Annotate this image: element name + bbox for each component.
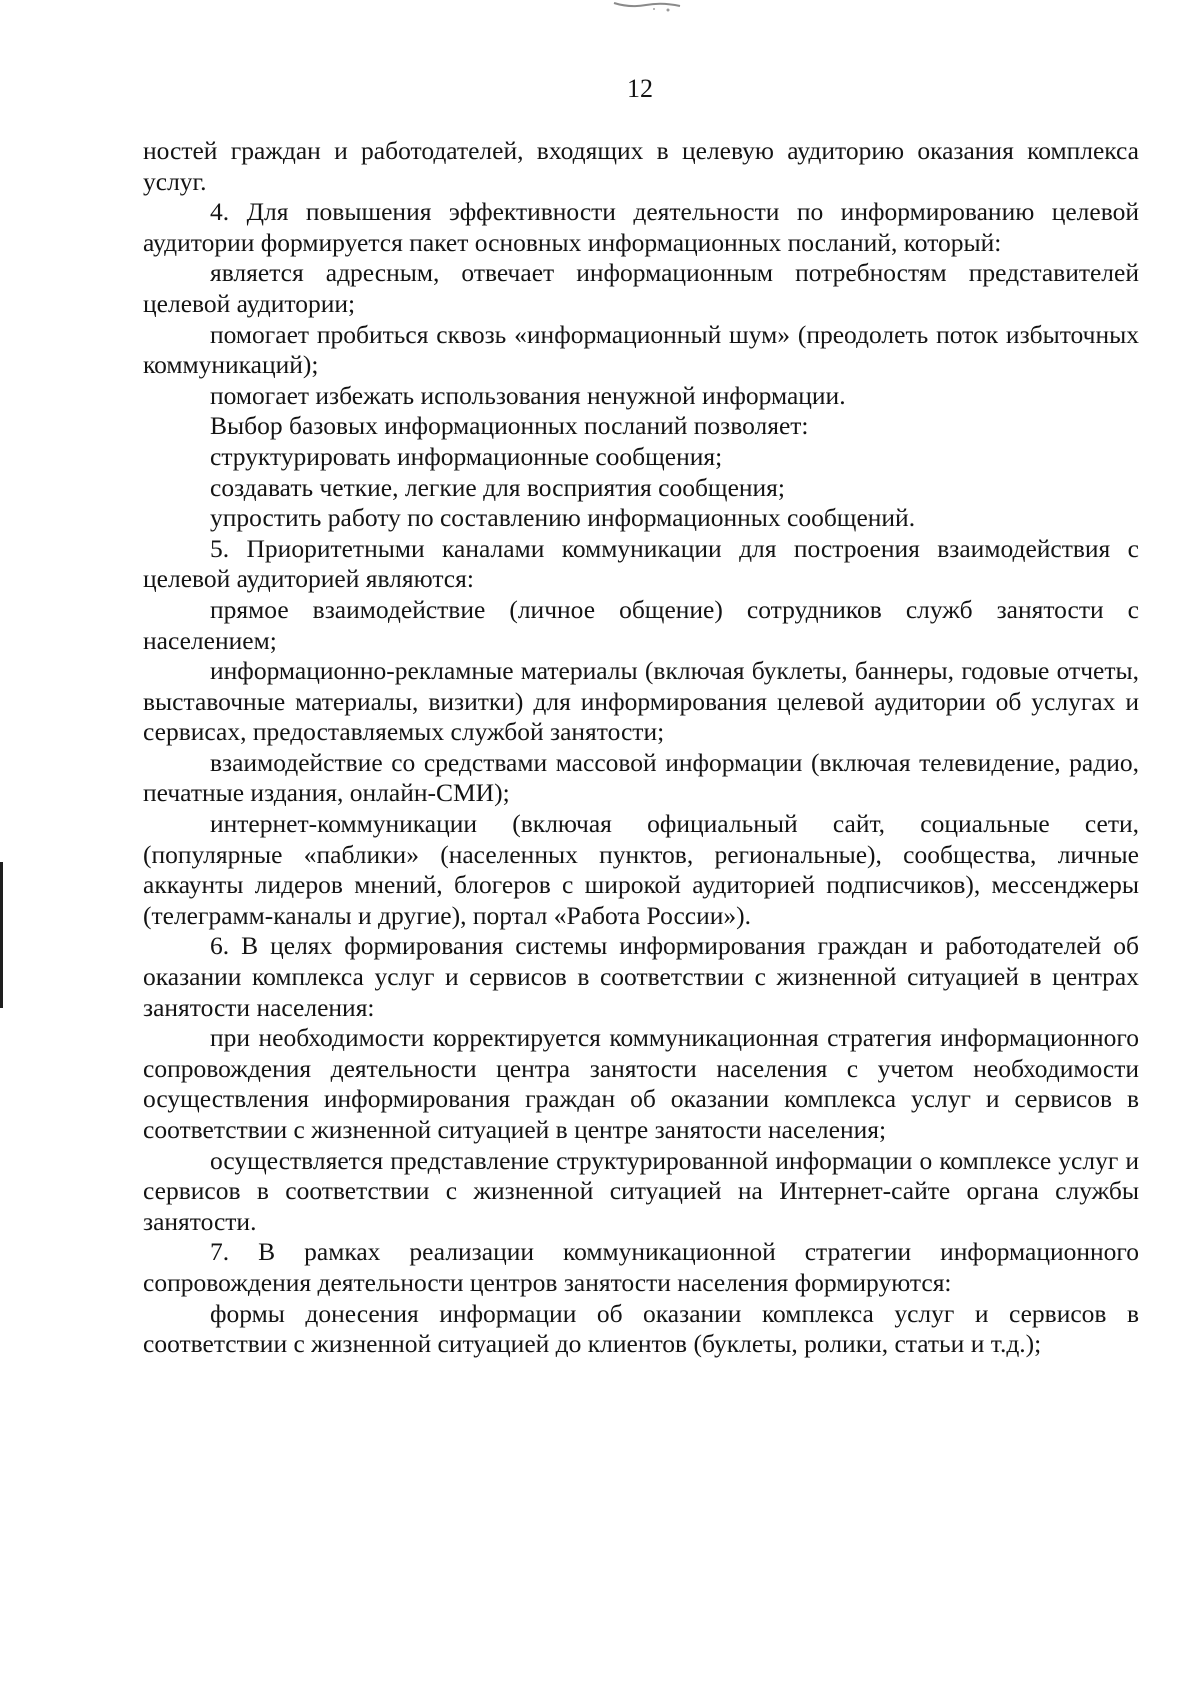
page-number: 12 bbox=[627, 74, 653, 103]
paragraph: ностей граждан и работодателей, входящих в целевую аудиторию оказания комплекса услуг. bbox=[143, 136, 1139, 196]
paragraph: упростить работу по составлению информационных сообщений. bbox=[210, 503, 916, 533]
paragraph: структурировать информационные сообщения; bbox=[210, 441, 723, 471]
paragraph: 4. Для повышения эффективности деятельности по информированию целевой аудитории формируется пакет основных информационных посланий, который: bbox=[143, 197, 1139, 257]
paragraph: 7. В рамках реализации коммуникационной стратегии информационного сопровождения деятельности центров занятости населения формируются: bbox=[143, 1237, 1139, 1297]
paragraph: помогает пробиться сквозь «информационный шум» (преодолеть поток избыточных коммуникаций); bbox=[143, 319, 1139, 380]
document-body bbox=[143, 136, 1139, 1360]
paragraph: информационно-рекламные материалы (включая буклеты, баннеры, годовые отчеты, выставочные материалы, визитки) для информирования целевой аудитории об услугах и сервисах, предоставляемых службой занятости; bbox=[143, 656, 1139, 747]
paragraph: интернет-коммуникации (включая официальный сайт, социальные сети, (популярные «паблики» (населенных пунктов, региональные), сообщества, личные аккаунты лидеров мнений, блогеров с широкой аудиторией подписчиков), мессенджеры (телеграмм-каналы и другие), портал «Работа России»). bbox=[143, 809, 1139, 930]
paragraph: при необходимости корректируется коммуникационная стратегия информационного сопровождения деятельности центра занятости населения с учетом необходимости осуществления информирования граждан об оказании комплекса услуг и сервисов в соответствии с жизненной ситуацией в центре занятости населения; bbox=[143, 1023, 1139, 1144]
paragraph: взаимодействие со средствами массовой информации (включая телевидение, радио, печатные издания, онлайн-СМИ); bbox=[143, 747, 1139, 808]
paragraph: прямое взаимодействие (личное общение) сотрудников служб занятости с населением; bbox=[143, 594, 1139, 655]
paragraph: является адресным, отвечает информационным потребностям представителей целевой аудитории; bbox=[143, 258, 1139, 318]
paragraph: формы донесения информации об оказании комплекса услуг и сервисов в соответствии с жизненной ситуацией до клиентов (буклеты, ролики, статьи и т.д.); bbox=[143, 1298, 1139, 1359]
paragraph: Выбор базовых информационных посланий позволяет: bbox=[210, 411, 809, 441]
paragraph: помогает избежать использования ненужной информации. bbox=[210, 380, 846, 410]
scan-edge-line bbox=[0, 862, 3, 1008]
paragraph: создавать четкие, легкие для восприятия сообщения; bbox=[210, 472, 785, 502]
scan-artifact bbox=[610, 0, 690, 14]
paragraph: осуществляется представление структурированной информации о комплексе услуг и сервисов в соответствии с жизненной ситуацией на Интернет-сайте органа службы занятости. bbox=[143, 1145, 1139, 1236]
paragraph: 6. В целях формирования системы информирования граждан и работодателей об оказании комплекса услуг и сервисов в соответствии с жизненной ситуацией в центрах занятости населения: bbox=[143, 931, 1139, 1022]
paragraph: 5. Приоритетными каналами коммуникации для построения взаимодействия с целевой аудиторией являются: bbox=[143, 533, 1139, 594]
